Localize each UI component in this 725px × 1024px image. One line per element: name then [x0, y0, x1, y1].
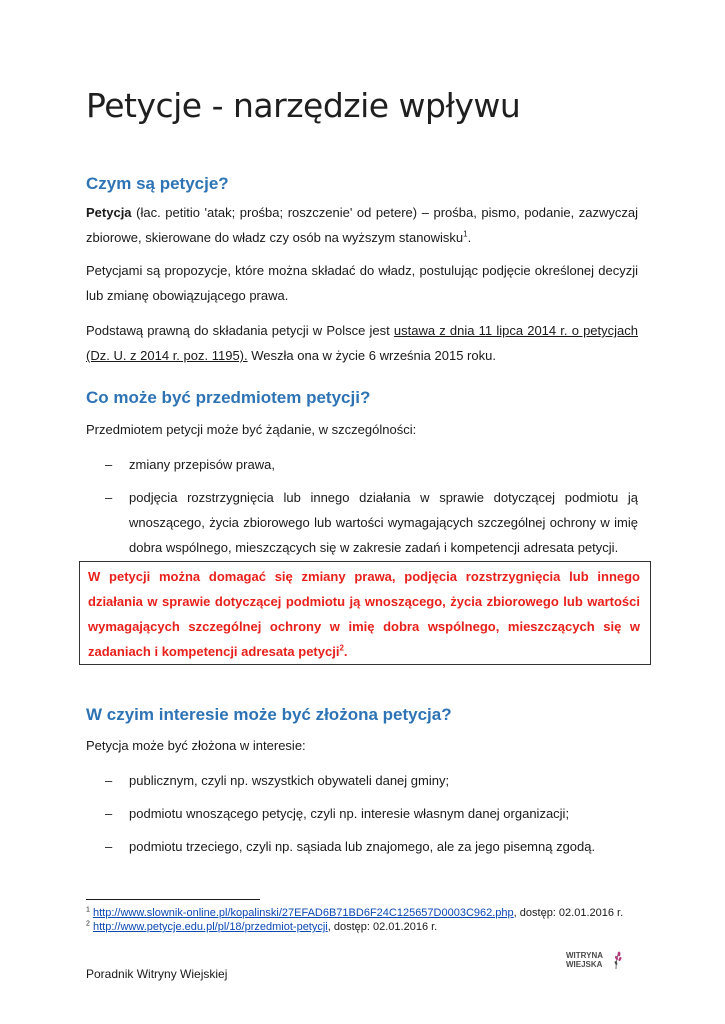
list-item-text: podjęcia rozstrzygnięcia lub innego działania w sprawie dotyczącej podmiotu ją wnoszącego, życia zbiorowego lub wartości wymagających szczególnej ochrony w imię dobra wspólnego, mieszczących się w zakresie zadań i kompetencji adresata petycji.: [129, 490, 638, 555]
term-petycja: Petycja: [86, 205, 132, 220]
footnote-link-slownik[interactable]: http://www.slownik-online.pl/kopalinski/27EFAD6B71BD6F24C125657D0003C962.php: [92, 907, 514, 919]
list-item-text: publicznym, czyli np. wszystkich obywateli danej gminy;: [129, 773, 450, 788]
interest-list: [86, 768, 638, 867]
footnote-ref-1[interactable]: 1: [463, 229, 468, 239]
list-item: [86, 801, 638, 826]
dash-bullet: –: [105, 457, 113, 472]
callout-end: .: [343, 644, 348, 659]
list-item: [86, 452, 638, 477]
footnote-number: 2: [86, 920, 90, 928]
page-title: Petycje - narzędzie wpływu: [86, 86, 521, 125]
footnote-access-date: , dostęp: 02.01.2016 r.: [513, 907, 624, 919]
list-item: [86, 768, 638, 793]
dash-bullet: –: [105, 806, 113, 821]
page-footer: Poradnik Witryny Wiejskiej: [86, 967, 228, 981]
dash-bullet: –: [105, 490, 113, 505]
list-item-text: zmiany przepisów prawa,: [129, 457, 275, 472]
definition-end: .: [467, 230, 472, 245]
subject-intro: Przedmiotem petycji może być żądanie, w szczególności:: [86, 422, 417, 437]
legal-basis-text: Podstawą prawną do składania petycji w Polsce jest: [86, 323, 394, 338]
witryna-wiejska-logo: [563, 949, 627, 971]
section-heading-what-are-petitions: Czym są petycje?: [86, 174, 229, 193]
list-item-text: podmiotu wnoszącego petycję, czyli np. interesie własnym danej organizacji;: [129, 806, 570, 821]
logo-line-2: WIEJSKA: [566, 960, 603, 969]
dash-bullet: –: [105, 773, 113, 788]
footnote-link-petycje[interactable]: http://www.petycje.edu.pl/pl/18/przedmiot-petycji: [92, 921, 328, 933]
wheat-sprig-icon: [614, 952, 622, 969]
highlight-callout-box: [79, 561, 651, 665]
list-item: [86, 485, 638, 560]
section-heading-subject-of-petition: Co może być przedmiotem petycji?: [86, 388, 371, 407]
definition-paragraph: [86, 200, 638, 250]
legal-basis-end: Weszła ona w życie 6 września 2015 roku.: [247, 348, 496, 363]
proposals-paragraph: Petycjami są propozycje, które można składać do władz, postulując podjęcie określonej decyzji lub zmianę obowiązującego prawa.: [86, 263, 638, 303]
logo-line-1: WITRYNA: [566, 951, 604, 960]
section-heading-whose-interest: W czyim interesie może być złożona petycja?: [86, 705, 452, 724]
definition-text: (łac. petitio 'atak; prośba; roszczenie' od petere) – prośba, pismo, podanie, zazwyczaj zbiorowe, skierowane do władz czy osób na wyższym stanowisku: [86, 205, 638, 245]
law-reference-link[interactable]: ustawa z dnia 11 lipca 2014 r. o petycjach (Dz. U. z 2014 r. poz. 1195).: [86, 323, 638, 363]
footnote-number: 1: [86, 906, 90, 914]
footnote-1: [86, 907, 623, 920]
subject-list: [86, 452, 638, 568]
legal-basis-paragraph: [86, 318, 638, 368]
list-item-text: podmiotu trzeciego, czyli np. sąsiada lub znajomego, ale za jego pisemną zgodą.: [129, 839, 596, 854]
footnote-access-date: , dostęp: 02.01.2016 r.: [327, 921, 438, 933]
callout-text: W petycji można domagać się zmiany prawa, podjęcia rozstrzygnięcia lub innego działania w sprawie dotyczącej podmiotu ją wnoszącego, życia zbiorowego lub wartości wymagających szczególnej ochrony w imię dobra wspólnego, mieszczących się w zadaniach i kompetencji adresata petycji: [88, 569, 640, 659]
footnote-ref-2[interactable]: 2: [339, 643, 344, 653]
footnote-separator: [86, 899, 260, 900]
footnote-2: [86, 921, 437, 934]
list-item: [86, 834, 638, 859]
dash-bullet: –: [105, 839, 113, 854]
interest-intro: Petycja może być złożona w interesie:: [86, 738, 306, 753]
